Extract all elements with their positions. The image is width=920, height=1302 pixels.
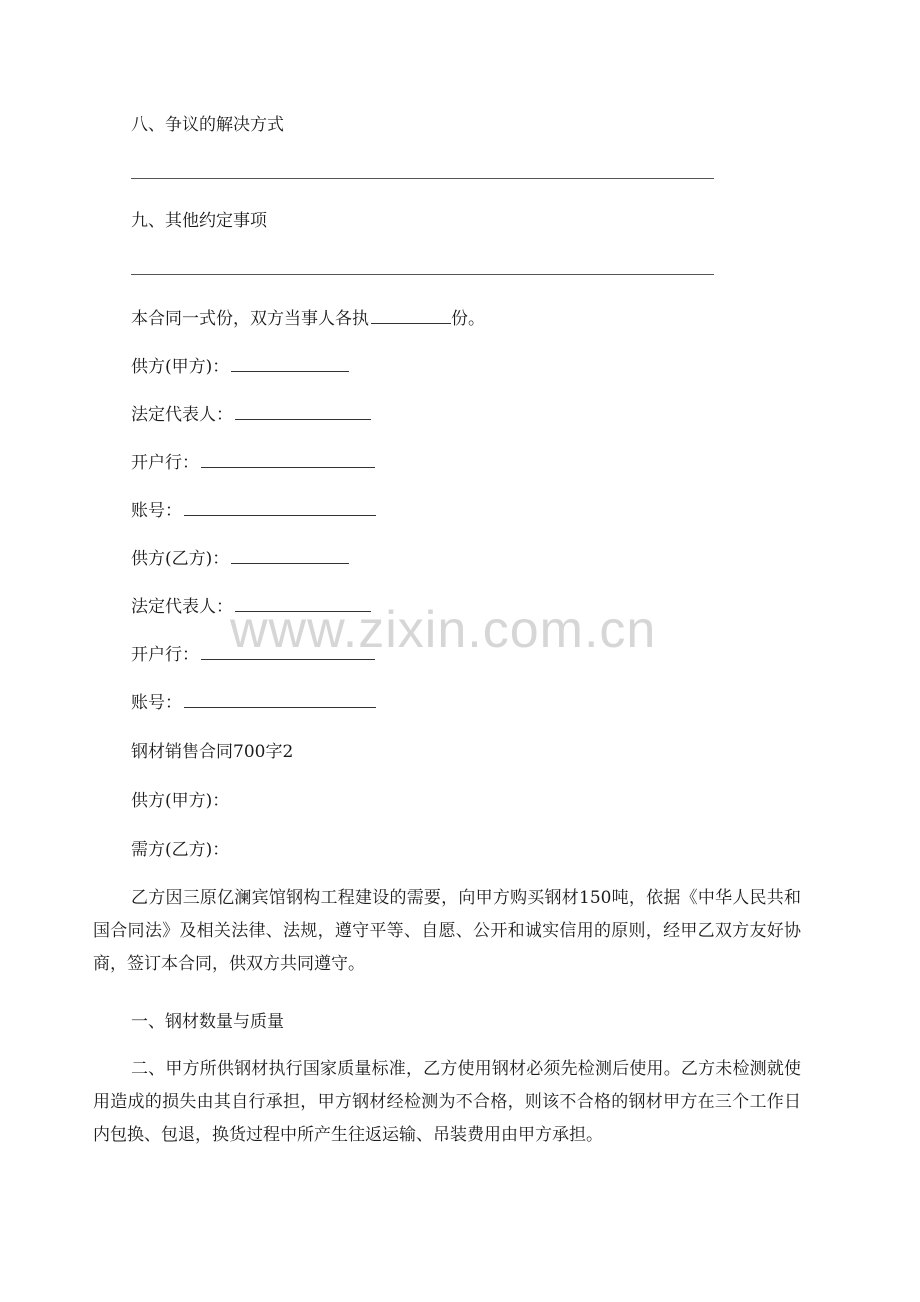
party-a-rep-label: 法定代表人： [131, 405, 233, 425]
party-a-supplier-label: 供方(甲方)： [131, 357, 230, 377]
section-8-title: 八、争议的解决方式 [131, 115, 284, 135]
party-a-bank-label: 开户行： [131, 453, 199, 473]
party-b-bank-label: 开户行： [131, 645, 199, 665]
party-b-account-label: 账号： [131, 693, 182, 713]
party-a-bank-row [131, 451, 375, 475]
party-a-supplier-blank [231, 355, 349, 372]
party-b-supplier-blank [231, 547, 349, 564]
party-a-rep-row [131, 403, 371, 427]
party-b-rep-label: 法定代表人： [131, 597, 233, 617]
contract-2-buyer-label: 需方(乙方)： [131, 840, 230, 860]
party-b-supplier-row [131, 547, 349, 571]
copies-suffix: 份。 [451, 309, 485, 329]
party-b-supplier-label: 供方(乙方)： [131, 549, 230, 569]
party-a-rep-blank [235, 403, 371, 420]
clause-2-paragraph: 二、甲方所供钢材执行国家质量标准，乙方使用钢材必须先检测后使用。乙方未检测就使用造成的损失由其自行承担，甲方钢材经检测为不合格，则该不合格的钢材甲方在三个工作日内包换、包退，换货过程中所产生往返运输、吊装费用由甲方承担。 [93, 1059, 801, 1145]
copies-line [131, 307, 485, 331]
party-b-account-blank [184, 691, 376, 708]
section-9-fill-line [131, 274, 714, 275]
section-9-title: 九、其他约定事项 [131, 211, 267, 231]
intro-paragraph: 乙方因三原亿澜宾馆钢构工程建设的需要，向甲方购买钢材150吨，依据《中华人民共和国合同法》及相关法律、法规，遵守平等、自愿、公开和诚实信用的原则，经甲乙双方友好协商，签订本合同，供双方共同遵守。 [93, 888, 801, 974]
copies-blank [371, 307, 451, 324]
party-a-account-label: 账号： [131, 501, 182, 521]
copies-prefix: 本合同一式份，双方当事人各执 [131, 309, 369, 329]
party-b-account-row [131, 691, 376, 715]
party-a-supplier-row [131, 355, 349, 379]
party-a-account-blank [184, 499, 376, 516]
contract-2-title: 钢材销售合同700字2 [131, 742, 294, 762]
contract-2-supplier-label: 供方(甲方)： [131, 791, 230, 811]
section-8-fill-line [131, 178, 714, 179]
clause-1-heading: 一、钢材数量与质量 [131, 1012, 284, 1032]
watermark: www.zixin.com.cn [230, 601, 657, 659]
party-a-bank-blank [201, 451, 375, 468]
party-a-account-row [131, 499, 376, 523]
